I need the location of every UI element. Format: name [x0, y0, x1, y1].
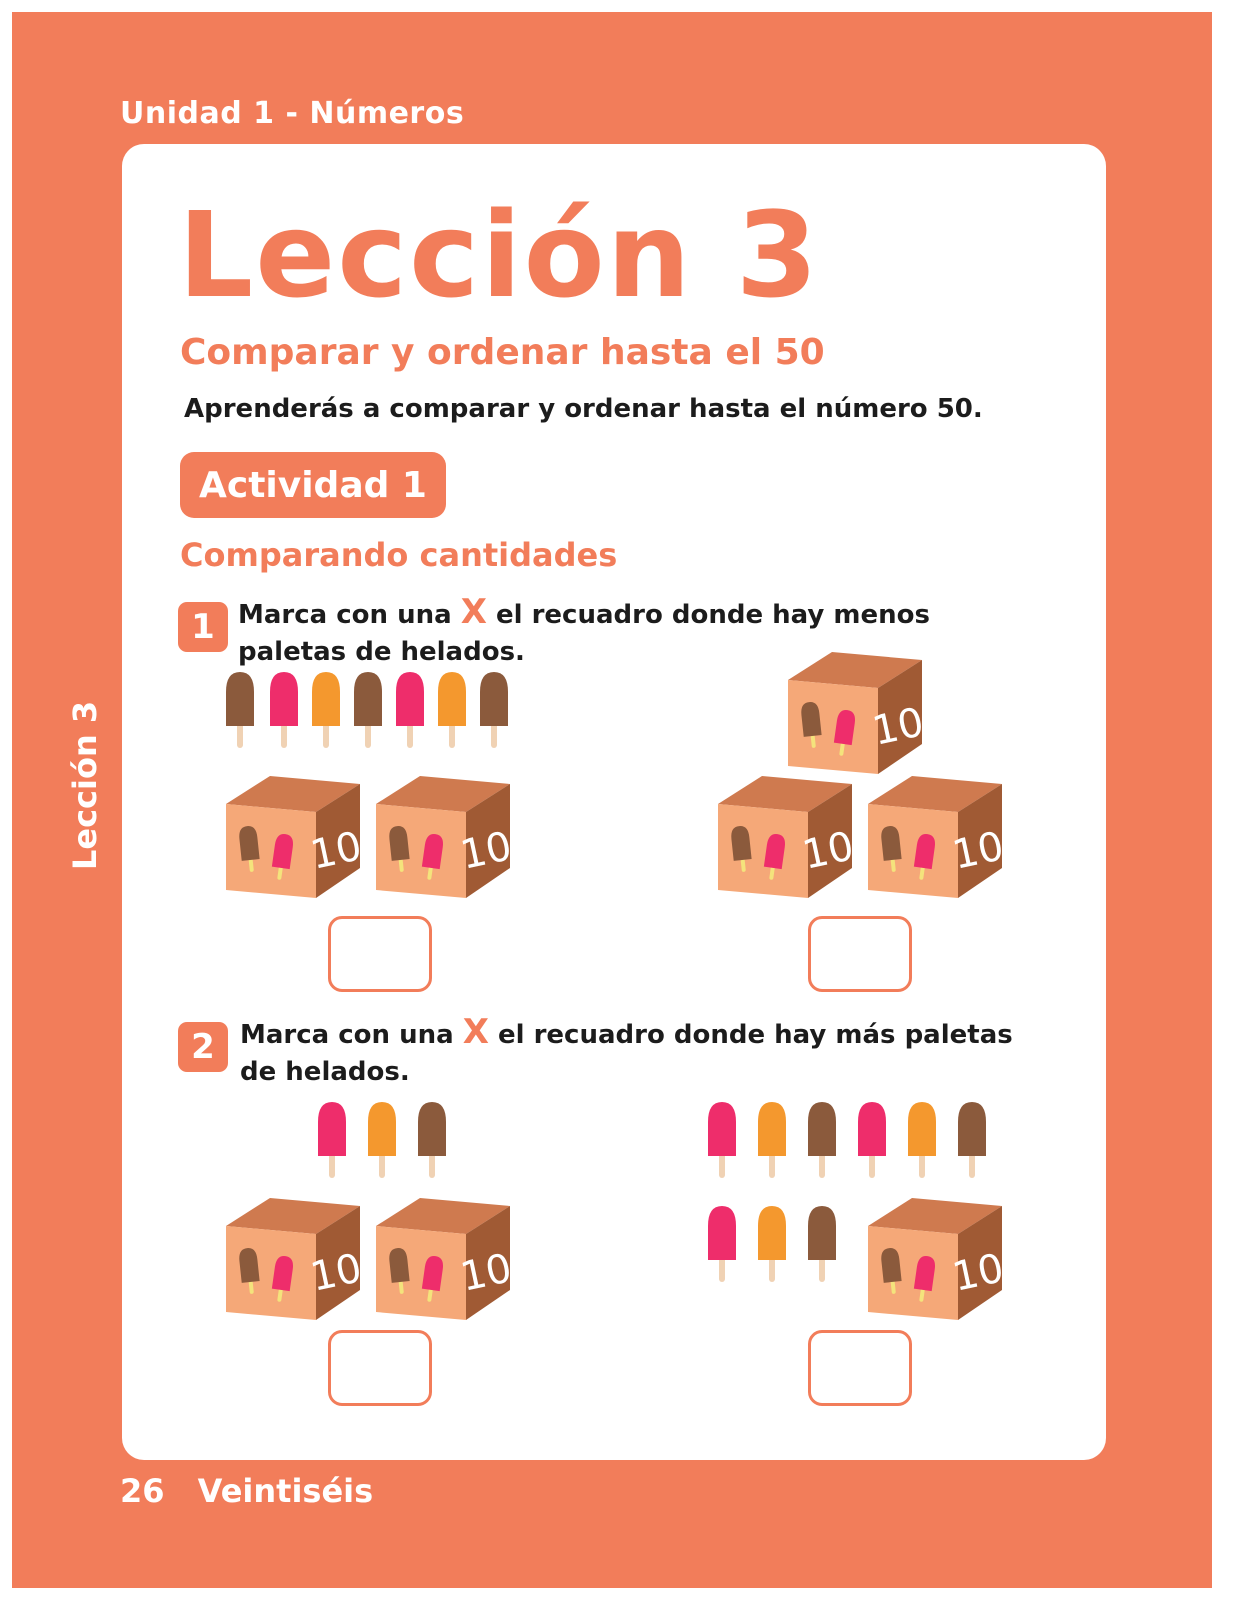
unit-header: Unidad 1 - Números — [120, 96, 465, 131]
q2-option-b-box — [868, 1198, 1008, 1320]
q2-answer-box-b[interactable] — [808, 1330, 912, 1406]
section-title: Comparando cantidades — [180, 536, 618, 574]
q2-option-a-popsicles — [318, 1102, 446, 1178]
question-1-text-after: el recuadro donde hay menos paletas de helados. — [238, 600, 930, 667]
q2-option-a-boxes — [226, 1198, 516, 1320]
x-mark-icon: X — [460, 592, 487, 632]
question-1-number: 1 — [178, 602, 228, 652]
question-2-text-after: el recuadro donde hay más paletas de helados. — [240, 1020, 1013, 1087]
lesson-subtitle: Comparar y ordenar hasta el 50 — [180, 332, 825, 373]
side-lesson-tab: Lección 3 — [66, 700, 104, 870]
page-number-word: Veintiséis — [197, 1472, 374, 1510]
lesson-title: Lección 3 — [178, 186, 820, 324]
question-2-number: 2 — [178, 1022, 228, 1072]
q2-answer-box-a[interactable] — [328, 1330, 432, 1406]
q1-option-a-popsicles — [226, 672, 508, 748]
x-mark-icon: X — [462, 1012, 489, 1052]
popsicle-illustrations: 10 — [0, 0, 1255, 1600]
lesson-intro: Aprenderás a comparar y ordenar hasta el número 50. — [184, 394, 983, 424]
q1-answer-box-a[interactable] — [328, 916, 432, 992]
q1-answer-box-b[interactable] — [808, 916, 912, 992]
q1-option-a-boxes — [226, 776, 516, 898]
q1-option-b-boxes — [718, 652, 1008, 898]
activity-badge: Actividad 1 — [180, 452, 446, 518]
question-2-text-before: Marca con una — [240, 1020, 454, 1050]
page-number: 26 — [120, 1472, 165, 1510]
question-1-text-before: Marca con una — [238, 600, 452, 630]
page-footer — [120, 1472, 373, 1510]
